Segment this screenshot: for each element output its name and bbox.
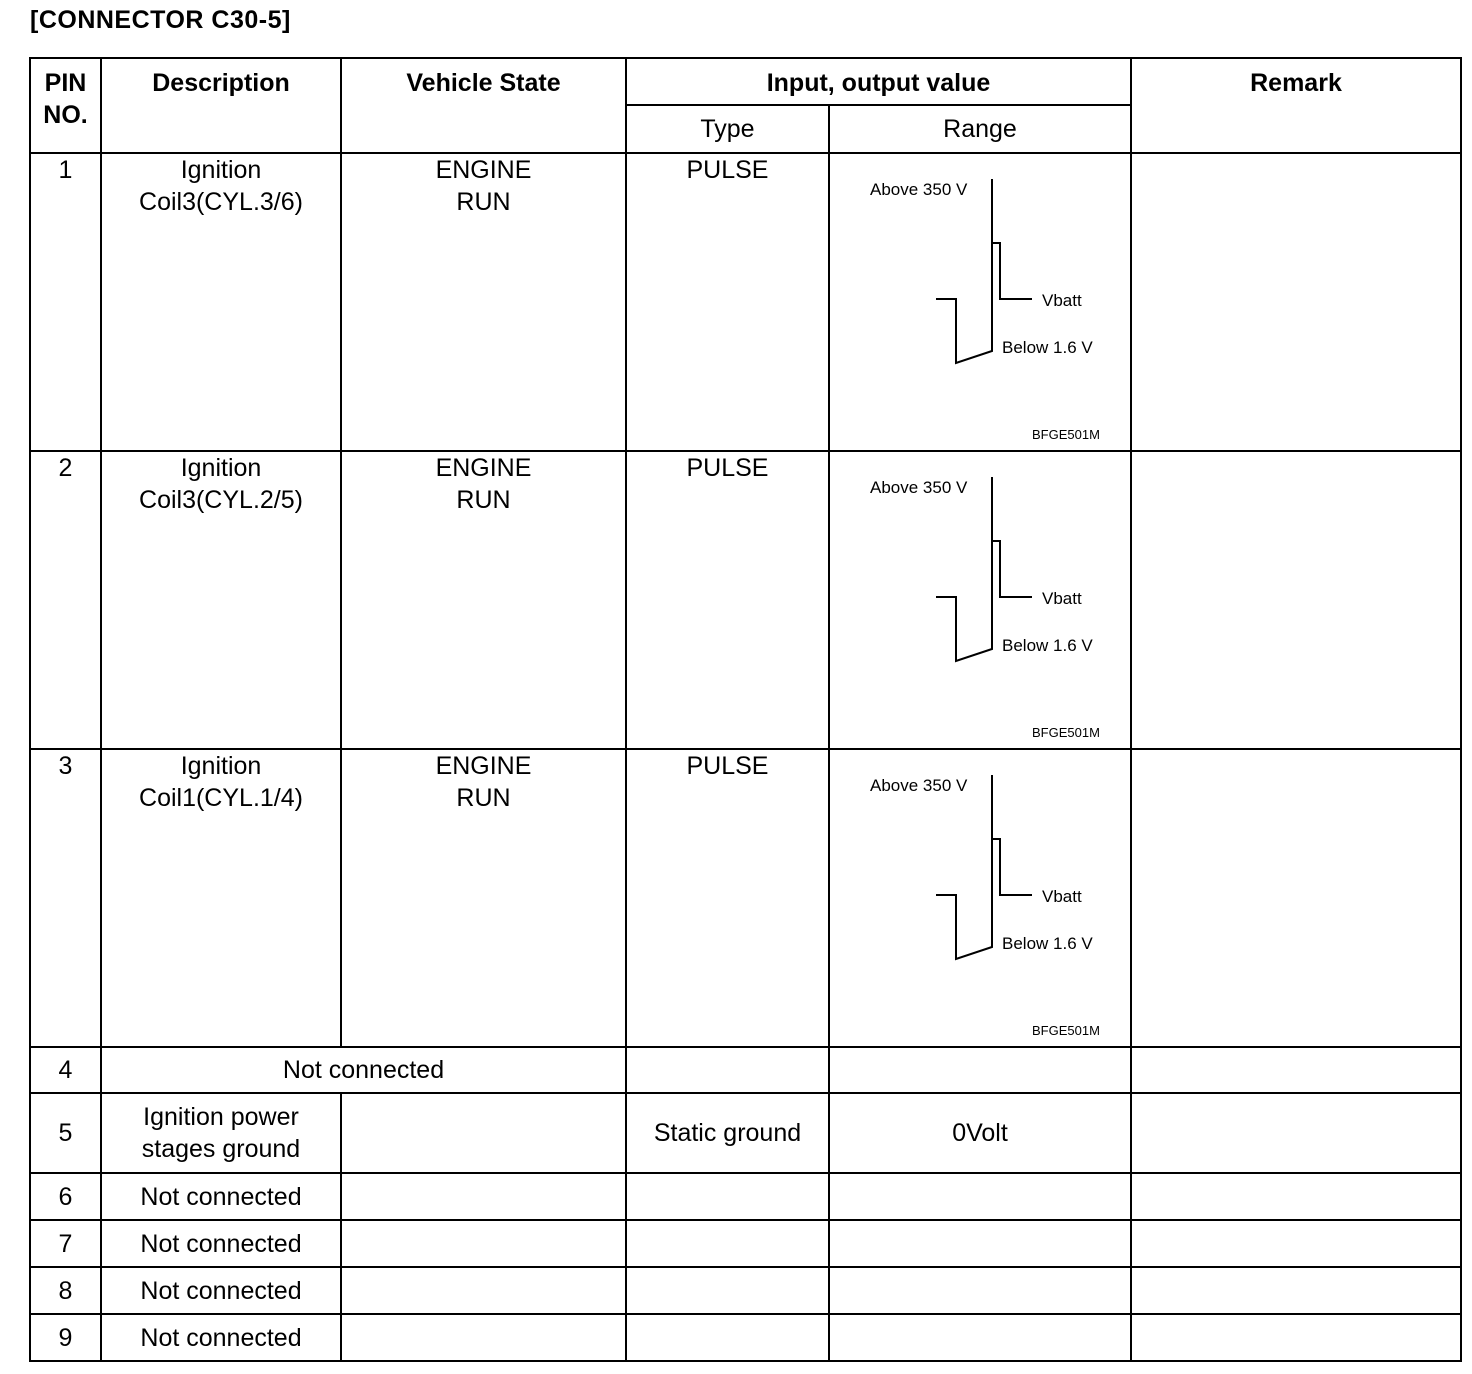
pin-cell: 1: [30, 153, 101, 451]
waveform-above-label: Above 350 V: [870, 478, 968, 497]
type-cell: PULSE: [626, 153, 829, 451]
remark-cell: [1131, 1220, 1461, 1267]
waveform-vbatt-label: Vbatt: [1042, 589, 1082, 608]
pin-cell: 4: [30, 1047, 101, 1093]
waveform-above-label: Above 350 V: [870, 776, 968, 795]
range-cell: [829, 1173, 1131, 1220]
range-cell: [829, 749, 1131, 1047]
ignition-pulse-waveform: [830, 155, 1130, 449]
waveform-vbatt-label: Vbatt: [1042, 291, 1082, 310]
description-cell: Not connected: [101, 1047, 626, 1093]
remark-cell: [1131, 1047, 1461, 1093]
description-cell: Ignition Coil3(CYL.2/5): [101, 451, 341, 749]
figure-code: BFGE501M: [1032, 427, 1100, 442]
pin-cell: 9: [30, 1314, 101, 1361]
type-cell: PULSE: [626, 749, 829, 1047]
remark-cell: [1131, 749, 1461, 1047]
connector-title: [CONNECTOR C30-5]: [30, 6, 291, 34]
table-row: [30, 749, 1461, 1047]
connector-pin-table: [29, 57, 1462, 1362]
range-cell: [829, 153, 1131, 451]
type-cell: Static ground: [626, 1093, 829, 1173]
description-header: Description: [101, 58, 341, 153]
remark-cell: [1131, 1093, 1461, 1173]
description-cell: Ignition power stages ground: [101, 1093, 341, 1173]
description-cell: Not connected: [101, 1314, 341, 1361]
type-cell: [626, 1267, 829, 1314]
table-row: [30, 1173, 1461, 1220]
remark-header: Remark: [1131, 58, 1461, 153]
range-cell: [829, 1314, 1131, 1361]
ignition-pulse-waveform: [830, 751, 1130, 1045]
table-row: [30, 1267, 1461, 1314]
description-cell: Ignition Coil1(CYL.1/4): [101, 749, 341, 1047]
waveform-above-label: Above 350 V: [870, 180, 968, 199]
figure-code: BFGE501M: [1032, 1023, 1100, 1038]
table-row: [30, 1047, 1461, 1093]
type-cell: [626, 1173, 829, 1220]
vehicle-state-cell: [341, 1173, 626, 1220]
pin-cell: 3: [30, 749, 101, 1047]
remark-cell: [1131, 1267, 1461, 1314]
table-row: [30, 1093, 1461, 1173]
pin-cell: 2: [30, 451, 101, 749]
table-row: [30, 451, 1461, 749]
vehicle-state-cell: [341, 1093, 626, 1173]
type-header: Type: [626, 105, 829, 153]
pin-cell: 6: [30, 1173, 101, 1220]
table-row: [30, 1220, 1461, 1267]
type-cell: PULSE: [626, 451, 829, 749]
range-header: Range: [829, 105, 1131, 153]
figure-code: BFGE501M: [1032, 725, 1100, 740]
pin-no-header: [30, 58, 101, 153]
range-cell: 0Volt: [829, 1093, 1131, 1173]
header-row-top: [30, 58, 1461, 105]
type-cell: [626, 1314, 829, 1361]
description-cell: Ignition Coil3(CYL.3/6): [101, 153, 341, 451]
pin-no-header-line1: PIN: [44, 69, 87, 97]
range-cell: [829, 451, 1131, 749]
vehicle-state-cell: ENGINE RUN: [341, 153, 626, 451]
waveform-vbatt-label: Vbatt: [1042, 887, 1082, 906]
table-row: [30, 1314, 1461, 1361]
range-cell: [829, 1220, 1131, 1267]
waveform-below-label: Below 1.6 V: [1002, 934, 1093, 953]
io-value-header: Input, output value: [626, 58, 1131, 105]
pin-cell: 7: [30, 1220, 101, 1267]
type-cell: [626, 1047, 829, 1093]
description-cell: Not connected: [101, 1267, 341, 1314]
pin-cell: 5: [30, 1093, 101, 1173]
pin-no-header-line2: NO.: [43, 101, 88, 129]
vehicle-state-header: Vehicle State: [341, 58, 626, 153]
remark-cell: [1131, 1173, 1461, 1220]
type-cell: [626, 1220, 829, 1267]
waveform-below-label: Below 1.6 V: [1002, 636, 1093, 655]
description-cell: Not connected: [101, 1220, 341, 1267]
vehicle-state-cell: ENGINE RUN: [341, 749, 626, 1047]
vehicle-state-cell: [341, 1267, 626, 1314]
description-cell: Not connected: [101, 1173, 341, 1220]
ignition-pulse-waveform: [830, 453, 1130, 747]
vehicle-state-cell: [341, 1220, 626, 1267]
remark-cell: [1131, 451, 1461, 749]
vehicle-state-cell: [341, 1314, 626, 1361]
table-row: [30, 153, 1461, 451]
range-cell: [829, 1267, 1131, 1314]
remark-cell: [1131, 153, 1461, 451]
range-cell: [829, 1047, 1131, 1093]
vehicle-state-cell: ENGINE RUN: [341, 451, 626, 749]
remark-cell: [1131, 1314, 1461, 1361]
pin-cell: 8: [30, 1267, 101, 1314]
waveform-below-label: Below 1.6 V: [1002, 338, 1093, 357]
